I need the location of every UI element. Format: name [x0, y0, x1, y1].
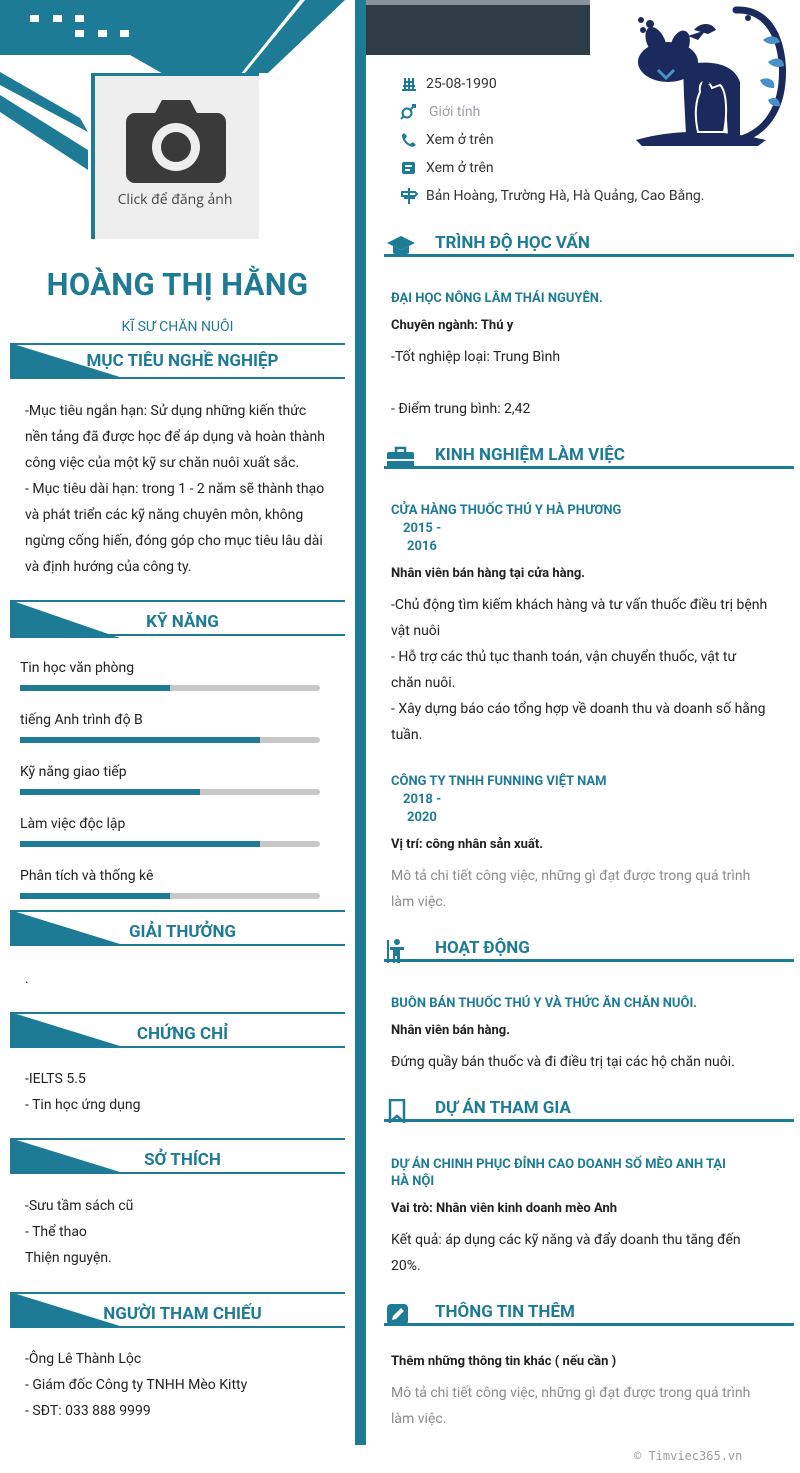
info-address: Bản Hoàng, Trường Hà, Hà Quảng, Cao Bằng. [400, 186, 790, 206]
skill-item: tiếng Anh trình độ B [20, 710, 322, 743]
camera-icon [126, 97, 226, 187]
section-header-awards [10, 910, 345, 946]
section-header-activities: HOẠT ĐỘNG [384, 934, 794, 970]
job-start: 2015 - [403, 521, 442, 536]
header-band-line [366, 0, 590, 5]
project-role: Vai trò: Nhân viên kinh doanh mèo Anh [391, 1201, 618, 1216]
section-title: KỸ NĂNG [146, 612, 219, 632]
job-description: Mô tả chi tiết công việc, những gì đạt được trong quá trình làm việc. [391, 868, 751, 910]
skill-bar [20, 737, 260, 743]
section-header-hobbies [10, 1138, 345, 1174]
awards-text: . [25, 971, 29, 987]
job-start: 2018 - [403, 792, 442, 807]
project-description: Kết quả: áp dụng các kỹ năng và đẩy doanh thu tăng đến 20%. [391, 1232, 741, 1274]
job-title: KĨ SƯ CHĂN NUÔI [121, 319, 234, 335]
job-position: Vị trí: công nhân sản xuất. [391, 837, 544, 852]
photo-caption: Click để đăng ảnh [117, 190, 233, 209]
section-header-experience: KINH NGHIỆM LÀM VIỆC [384, 441, 794, 477]
skill-bar [20, 789, 200, 795]
job-description: -Chủ động tìm kiếm khách hàng và tư vấn thuốc điều trị bệnh vật nuôi - Hỗ trợ các thủ tục thanh toán, vận chuyển thuốc, vật tư chăn nuôi. - Xây dựng báo cáo tổng hợp về doanh thu và doanh số hằng tuần. [391, 597, 768, 743]
candidate-name: HOÀNG THỊ HẰNG [46, 266, 309, 303]
education-gpa: - Điểm trung bình: 2,42 [391, 401, 531, 417]
phone-icon [400, 132, 418, 148]
skill-bar [20, 685, 170, 691]
footer-watermark: © Timviec365.vn [634, 1449, 743, 1463]
info-birthdate: 25-08-1990 [400, 74, 790, 94]
job-end: 2020 [407, 810, 437, 825]
section-title: GIẢI THƯỞNG [128, 922, 237, 942]
photo-upload[interactable] [91, 73, 259, 239]
job-position: Nhân viên bán hàng tại cửa hàng. [391, 566, 586, 581]
references-text: -Ông Lê Thành Lộc - Giám đốc Công ty TNHH Mèo Kitty - SĐT: 033 888 9999 [25, 1351, 248, 1419]
info-gender: Giới tính [400, 102, 790, 122]
job-company: CÔNG TY TNHH FUNNING VIỆT NAM [391, 774, 607, 789]
gender-icon [400, 104, 418, 120]
activity-role: Nhân viên bán hàng. [391, 1023, 510, 1038]
section-header-education: TRÌNH ĐỘ HỌC VẤN [384, 229, 794, 265]
skill-item: Làm việc độc lập [20, 814, 322, 847]
activity-description: Đứng quầy bán thuốc và đi điều trị tại các hộ chăn nuôi. [391, 1054, 735, 1070]
certificates-text: -IELTS 5.5 - Tin học ứng dụng [25, 1071, 141, 1113]
skill-item: Tin học văn phòng [20, 658, 322, 691]
info-email: Xem ở trên [400, 158, 790, 178]
section-header-objective [10, 343, 345, 379]
header-dark-band [366, 0, 590, 55]
section-title: NGƯỜI THAM CHIẾU [103, 1304, 262, 1324]
school-name: ĐẠI HỌC NÔNG LÂM THÁI NGUYÊN. [391, 291, 603, 306]
section-title: MỤC TIÊU NGHỀ NGHIỆP [86, 351, 279, 371]
section-header-projects: DỰ ÁN THAM GIA [384, 1094, 794, 1130]
additional-subtitle: Thêm những thông tin khác ( nếu cần ) [391, 1354, 617, 1369]
education-grade: -Tốt nghiệp loại: Trung Bình [391, 349, 561, 365]
section-title: CHỨNG CHỈ [136, 1024, 229, 1044]
education-major: Chuyên ngành: Thú y [391, 318, 514, 333]
skill-item: Kỹ năng giao tiếp [20, 762, 322, 795]
column-divider [355, 0, 366, 1445]
calendar-icon [400, 76, 418, 92]
hobbies-text: -Sưu tầm sách cũ - Thể thao Thiện nguyện. [25, 1198, 134, 1266]
project-name: DỰ ÁN CHINH PHỤC ĐỈNH CAO DOANH SỐ MÈO ANH TẠI HÀ NỘI [391, 1157, 726, 1189]
section-header-certificates [10, 1012, 345, 1048]
email-icon [400, 160, 418, 176]
job-company: CỬA HÀNG THUỐC THÚ Y HÀ PHƯƠNG [391, 503, 622, 518]
additional-description: Mô tả chi tiết công việc, những gì đạt được trong quá trình làm việc. [391, 1385, 751, 1427]
job-end: 2016 [407, 539, 437, 554]
address-icon [400, 188, 418, 204]
skill-bar [20, 893, 170, 899]
info-phone: Xem ở trên [400, 130, 790, 150]
section-header-additional: THÔNG TIN THÊM [384, 1298, 794, 1334]
activity-org: BUÔN BÁN THUỐC THÚ Y VÀ THỨC ĂN CHĂN NUÔI. [391, 996, 698, 1011]
objective-text: -Mục tiêu ngắn hạn: Sử dụng những kiến thức nền tảng đã được học để áp dụng và hoàn thành công việc của một kỹ sư chăn nuôi xuất sắc. - Mục tiêu dài hạn: trong 1 - 2 năm sẽ thành thạo và phát triển các kỹ năng chuyên môn, không ngừng cống hiến, đóng góp cho mục tiêu lâu dài và định hướng của công ty. [25, 403, 325, 575]
section-header-references [10, 1292, 345, 1328]
section-header-skills [10, 600, 345, 636]
skill-item: Phân tích và thống kê [20, 866, 322, 899]
skill-bar [20, 841, 260, 847]
section-title: SỞ THÍCH [144, 1150, 221, 1170]
